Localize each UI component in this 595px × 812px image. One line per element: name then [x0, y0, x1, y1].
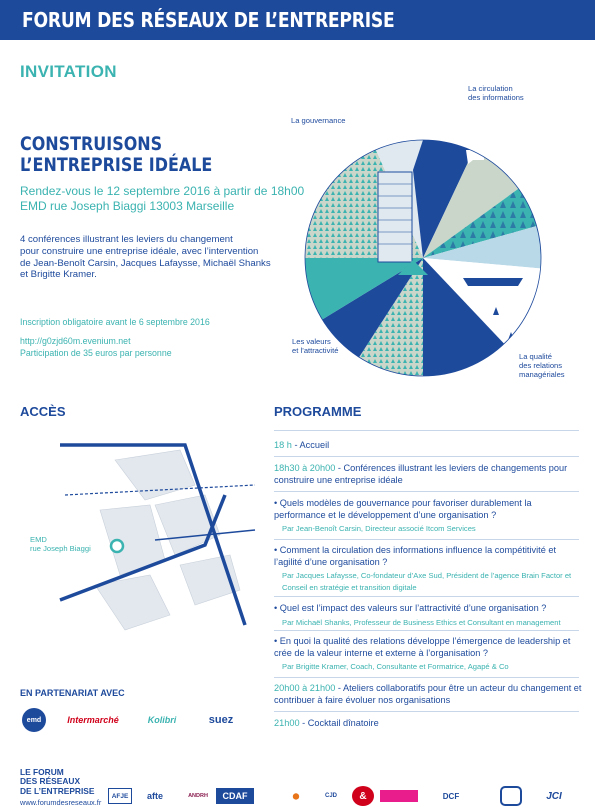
intro-line: 4 conférences illustrant les leviers du changement	[20, 234, 233, 245]
programme-text: - Accueil	[291, 440, 330, 450]
suez-logo: suez	[208, 714, 234, 726]
event-title	[20, 134, 212, 176]
inscription-deadline: Inscription obligatoire avant le 6 septembre 2016	[20, 317, 210, 327]
label-line: EMD	[30, 535, 47, 544]
label-line: managériales	[519, 370, 565, 379]
programme-text: - Conférences illustrant les leviers de changements pour construire une entreprise idéale	[274, 463, 568, 485]
label-qualite	[519, 352, 565, 379]
event-date-location	[20, 184, 304, 214]
cdaf-logo: CDAF	[216, 788, 254, 804]
forum-website[interactable]: www.forumdesreseaux.fr	[20, 798, 102, 807]
label-line: La qualité	[519, 352, 552, 361]
event-title-line1: CONSTRUISONS	[20, 133, 163, 155]
divider	[274, 539, 579, 540]
programme-text: - Cocktail dînatoire	[299, 718, 379, 728]
kolibri-logo: Kolibri	[147, 715, 177, 725]
divider	[274, 456, 579, 457]
question-text: • Quels modèles de gouvernance pour favoriser durablement la performance et le développement d’une organisation ?	[274, 498, 532, 520]
programme-item	[274, 440, 584, 452]
ampersand-logo-icon: &	[352, 786, 374, 806]
location-marker-icon[interactable]	[111, 540, 123, 552]
programme-time: 21h00	[274, 718, 300, 728]
question-text: • Comment la circulation des informations influence la compétitivité et l’agilité d’une organisation ?	[274, 545, 557, 567]
intermarche-logo: Intermarché	[67, 715, 119, 725]
speaker-text: Par Brigitte Kramer, Coach, Consultante et Formatrice, Agapé & Co	[282, 662, 509, 672]
badge-logo-icon	[500, 786, 522, 806]
label-line: des relations	[519, 361, 563, 370]
intro-line: de Jean-Benoît Carsin, Jacques Lafaysse, Michaël Shanks	[20, 257, 271, 269]
cjd-logo: CJD	[324, 793, 337, 799]
question-text: • En quoi la qualité des relations développe l’émergence de leadership et crée de la valeur interne et externe à l’organisation ?	[274, 636, 571, 658]
forum-title: FORUM DES RÉSEAUX DE L’ENTREPRISE	[22, 8, 395, 32]
dcf-logo: DCF	[442, 791, 460, 801]
registration-link[interactable]: http://g0zjd60m.evenium.net	[20, 336, 131, 346]
pink-banner-logo-icon	[380, 790, 418, 802]
event-address: EMD rue Joseph Biaggi 13003 Marseille	[20, 199, 235, 213]
programme-time: 20h00 à 21h00	[274, 683, 336, 693]
andrh-logo: ANDRH	[188, 793, 208, 799]
label-gouvernance: La gouvernance	[291, 116, 346, 125]
event-intro	[20, 234, 271, 281]
programme-item	[274, 718, 584, 730]
building-graphic	[378, 172, 412, 262]
programme-time: 18 h	[274, 440, 292, 450]
afje-logo: AFJE	[108, 788, 132, 804]
programme-question	[274, 636, 584, 673]
cip-logo-icon: ⬤	[292, 793, 300, 800]
question-text: • Quel est l’impact des valeurs sur l’attractivité d’une organisation ?	[274, 603, 547, 613]
speaker-text: Par Jean-Benoît Carsin, Directeur associé Itcom Services	[282, 524, 476, 534]
programme-question	[274, 545, 584, 593]
programme-question	[274, 498, 584, 535]
label-valeurs	[292, 337, 338, 355]
divider	[274, 491, 579, 492]
event-title-line2: L’ENTREPRISE IDÉALE	[20, 154, 213, 176]
jci-logo: JCI	[546, 790, 562, 802]
divider	[274, 711, 579, 712]
label-circulation	[468, 84, 524, 102]
forum-brand	[20, 768, 94, 796]
label-line: et l’attractivité	[292, 346, 339, 355]
label-line: rue Joseph Biaggi	[30, 544, 91, 553]
brand-line: LE FORUM	[20, 767, 64, 777]
programme-question	[274, 603, 584, 628]
divider	[274, 596, 579, 597]
programme-text: - Ateliers collaboratifs pour être un acteur du changement et contribuer à faire évoluer nos organisations	[274, 683, 582, 705]
programme-item	[274, 683, 584, 706]
label-line: La circulation	[468, 84, 513, 93]
afte-logo: afte	[146, 791, 163, 801]
partners-title: EN PARTENARIAT AVEC	[20, 688, 125, 698]
brand-line: DE L’ENTREPRISE	[20, 785, 95, 796]
brand-line: DES RÉSEAUX	[20, 776, 81, 787]
event-date: Rendez-vous le 12 septembre 2016 à partir de 18h00	[20, 184, 305, 198]
ship-graphic	[463, 278, 523, 286]
speaker-text: Par Jacques Lafaysse, Co-fondateur d’Axe Sud, Président de l’agence Brain Factor et Conseil en stratégie et transition digitale	[282, 571, 572, 592]
label-line: Les valeurs	[292, 337, 331, 346]
speaker-text: Par Michaël Shanks, Professeur de Business Ethics et Consultant en management	[282, 617, 561, 627]
programme-title: PROGRAMME	[274, 404, 362, 419]
participation-fee: Participation de 35 euros par personne	[20, 348, 172, 358]
divider	[274, 677, 579, 678]
programme-item	[274, 463, 584, 486]
programme-time: 18h30 à 20h00	[274, 463, 336, 473]
intro-line: et Brigitte Kramer.	[20, 269, 97, 281]
invitation-heading: INVITATION	[20, 62, 117, 81]
divider	[274, 630, 579, 631]
acces-title: ACCÈS	[20, 404, 66, 419]
divider	[274, 430, 579, 431]
emd-logo: emd	[22, 708, 46, 732]
intro-line: pour construire une entreprise idéale, avec l’intervention	[20, 245, 259, 257]
map-location-label	[30, 535, 91, 553]
label-line: des informations	[468, 93, 524, 102]
